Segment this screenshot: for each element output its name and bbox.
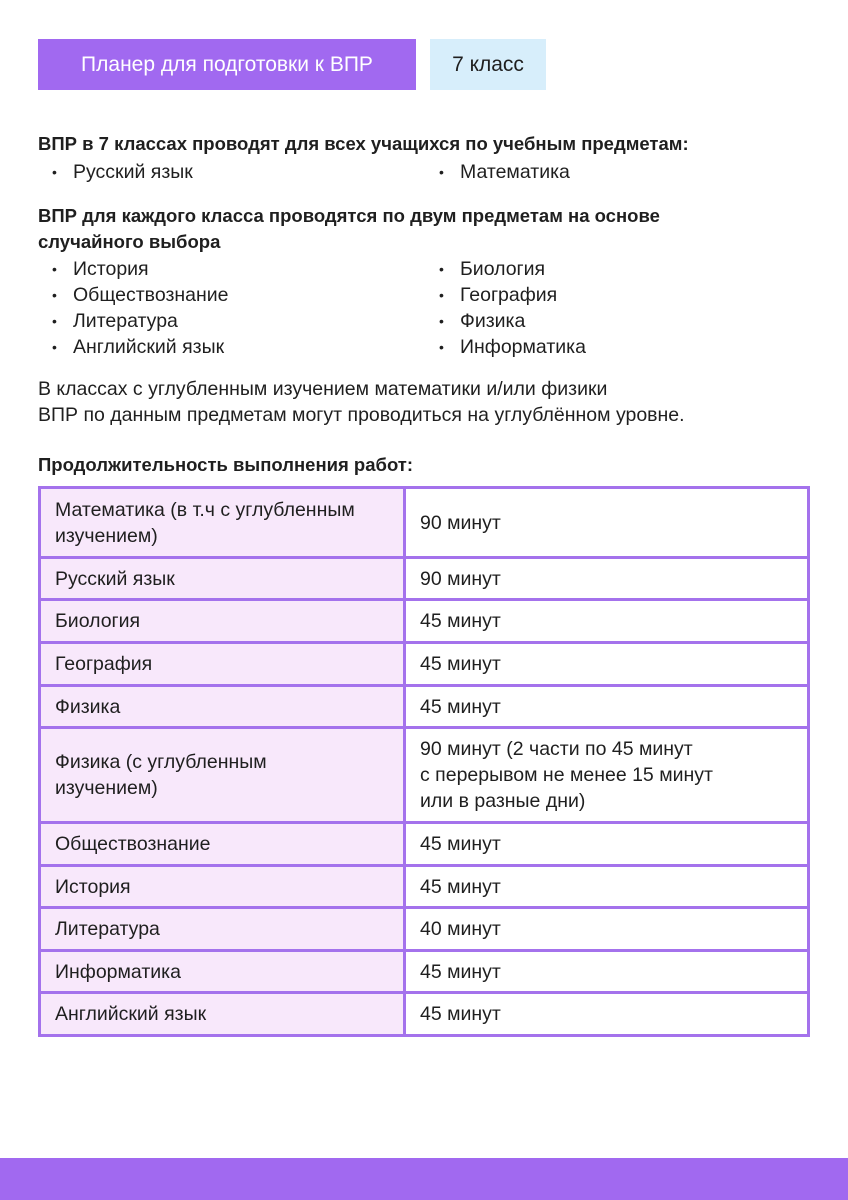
list-item bbox=[425, 308, 586, 334]
duration-cell bbox=[405, 600, 809, 643]
duration-cell-line: 45 минут bbox=[420, 833, 501, 855]
duration-cell bbox=[405, 728, 809, 823]
duration-cell bbox=[405, 488, 809, 558]
duration-cell bbox=[405, 908, 809, 951]
subject-cell-line: Литература bbox=[55, 918, 160, 940]
subject-cell bbox=[40, 866, 405, 908]
subject-cell bbox=[40, 558, 405, 600]
section2-heading bbox=[38, 203, 660, 255]
duration-cell-line: 45 минут bbox=[420, 653, 501, 675]
table-row bbox=[40, 643, 809, 686]
section1-heading: ВПР в 7 классах проводят для всех учащихся по учебным предметам: bbox=[38, 133, 689, 154]
subject-cell-line: изучением) bbox=[55, 777, 158, 799]
duration-cell-line: 45 минут bbox=[420, 695, 501, 718]
planner-title-badge: Планер для подготовки к ВПР bbox=[38, 39, 416, 90]
section2-list-right bbox=[425, 256, 586, 360]
subject-cell bbox=[40, 488, 405, 558]
duration-table bbox=[38, 486, 810, 1037]
duration-heading: Продолжительность выполнения работ: bbox=[38, 454, 414, 475]
header bbox=[38, 39, 546, 90]
duration-cell bbox=[405, 558, 809, 600]
section2-list-left bbox=[38, 256, 229, 360]
list-item bbox=[425, 282, 586, 308]
subject-cell bbox=[40, 728, 405, 823]
subject-cell-line: Английский язык bbox=[55, 1003, 207, 1025]
subject-cell-line: Информатика bbox=[55, 960, 181, 983]
subject-cell-line: Обществознание bbox=[55, 833, 211, 855]
duration-cell bbox=[405, 993, 809, 1036]
duration-cell bbox=[405, 686, 809, 728]
bullet-icon: • bbox=[52, 164, 57, 180]
list-item-label: Биология bbox=[460, 258, 546, 280]
table-row bbox=[40, 488, 809, 558]
list-item bbox=[425, 334, 586, 360]
list-item bbox=[38, 334, 229, 360]
duration-cell-line: 40 минут bbox=[420, 918, 501, 940]
advanced-note bbox=[38, 376, 685, 428]
subject-cell-line: Биология bbox=[55, 610, 141, 632]
bullet-icon: • bbox=[439, 313, 444, 329]
subject-cell bbox=[40, 686, 405, 728]
list-item-label: География bbox=[460, 284, 558, 306]
duration-cell bbox=[405, 866, 809, 908]
subject-cell bbox=[40, 951, 405, 993]
subject-cell bbox=[40, 823, 405, 866]
subject-cell-line: Физика bbox=[55, 695, 121, 718]
list-item-label: Математика bbox=[460, 161, 570, 183]
duration-cell-line: 45 минут bbox=[420, 875, 501, 898]
footer-bar bbox=[0, 1158, 848, 1200]
list-item bbox=[38, 256, 229, 282]
subject-cell-line: изучением) bbox=[55, 524, 158, 547]
table-row bbox=[40, 600, 809, 643]
bullet-icon: • bbox=[52, 287, 57, 303]
list-item-label: Обществознание bbox=[73, 284, 229, 306]
table-row bbox=[40, 908, 809, 951]
list-item-label: Английский язык bbox=[73, 336, 225, 358]
table-row bbox=[40, 728, 809, 823]
subject-cell-line: География bbox=[55, 653, 153, 675]
section1-list-right bbox=[425, 159, 570, 185]
duration-cell bbox=[405, 951, 809, 993]
table-row bbox=[40, 823, 809, 866]
duration-cell-line: или в разные дни) bbox=[420, 790, 586, 812]
duration-cell-line: 45 минут bbox=[420, 960, 501, 983]
list-item-label: История bbox=[73, 258, 149, 280]
duration-cell-line: с перерывом не менее 15 минут bbox=[420, 764, 713, 786]
duration-cell-line: 45 минут bbox=[420, 610, 501, 632]
list-item bbox=[38, 282, 229, 308]
bullet-icon: • bbox=[439, 339, 444, 355]
duration-cell-line: 45 минут bbox=[420, 1003, 501, 1025]
subject-cell bbox=[40, 643, 405, 686]
list-item-label: Русский язык bbox=[73, 161, 193, 183]
list-item-label: Физика bbox=[460, 310, 526, 332]
duration-cell bbox=[405, 643, 809, 686]
subject-cell bbox=[40, 600, 405, 643]
table-row bbox=[40, 993, 809, 1036]
bullet-icon: • bbox=[52, 261, 57, 277]
list-item-label: Информатика bbox=[460, 336, 586, 358]
list-item bbox=[38, 308, 229, 334]
table-row bbox=[40, 951, 809, 993]
subject-cell-line: История bbox=[55, 875, 131, 898]
grade-badge: 7 класс bbox=[430, 39, 546, 90]
note-line: ВПР по данным предметам могут проводиться на углублённом уровне. bbox=[38, 404, 685, 426]
subject-cell-line: Физика (с углубленным bbox=[55, 751, 267, 773]
bullet-icon: • bbox=[439, 164, 444, 180]
subject-cell bbox=[40, 908, 405, 951]
bullet-icon: • bbox=[439, 287, 444, 303]
list-item bbox=[425, 159, 570, 185]
table-row bbox=[40, 686, 809, 728]
section2-heading-line: случайного выбора bbox=[38, 231, 221, 252]
duration-cell bbox=[405, 823, 809, 866]
duration-cell-line: 90 минут (2 части по 45 минут bbox=[420, 738, 693, 760]
subject-cell-line: Русский язык bbox=[55, 567, 175, 590]
bullet-icon: • bbox=[52, 313, 57, 329]
subject-cell-line: Математика (в т.ч с углубленным bbox=[55, 498, 355, 521]
subject-cell bbox=[40, 993, 405, 1036]
duration-cell-line: 90 минут bbox=[420, 567, 501, 590]
list-item bbox=[425, 256, 586, 282]
list-item bbox=[38, 159, 193, 185]
list-item-label: Литература bbox=[73, 310, 178, 332]
duration-cell-line: 90 минут bbox=[420, 511, 501, 534]
bullet-icon: • bbox=[439, 261, 444, 277]
table-row bbox=[40, 866, 809, 908]
section2-heading-line: ВПР для каждого класса проводятся по двум предметам на основе bbox=[38, 205, 660, 226]
table-row bbox=[40, 558, 809, 600]
note-line: В классах с углубленным изучением математики и/или физики bbox=[38, 378, 608, 400]
section1-list-left bbox=[38, 159, 193, 185]
bullet-icon: • bbox=[52, 339, 57, 355]
